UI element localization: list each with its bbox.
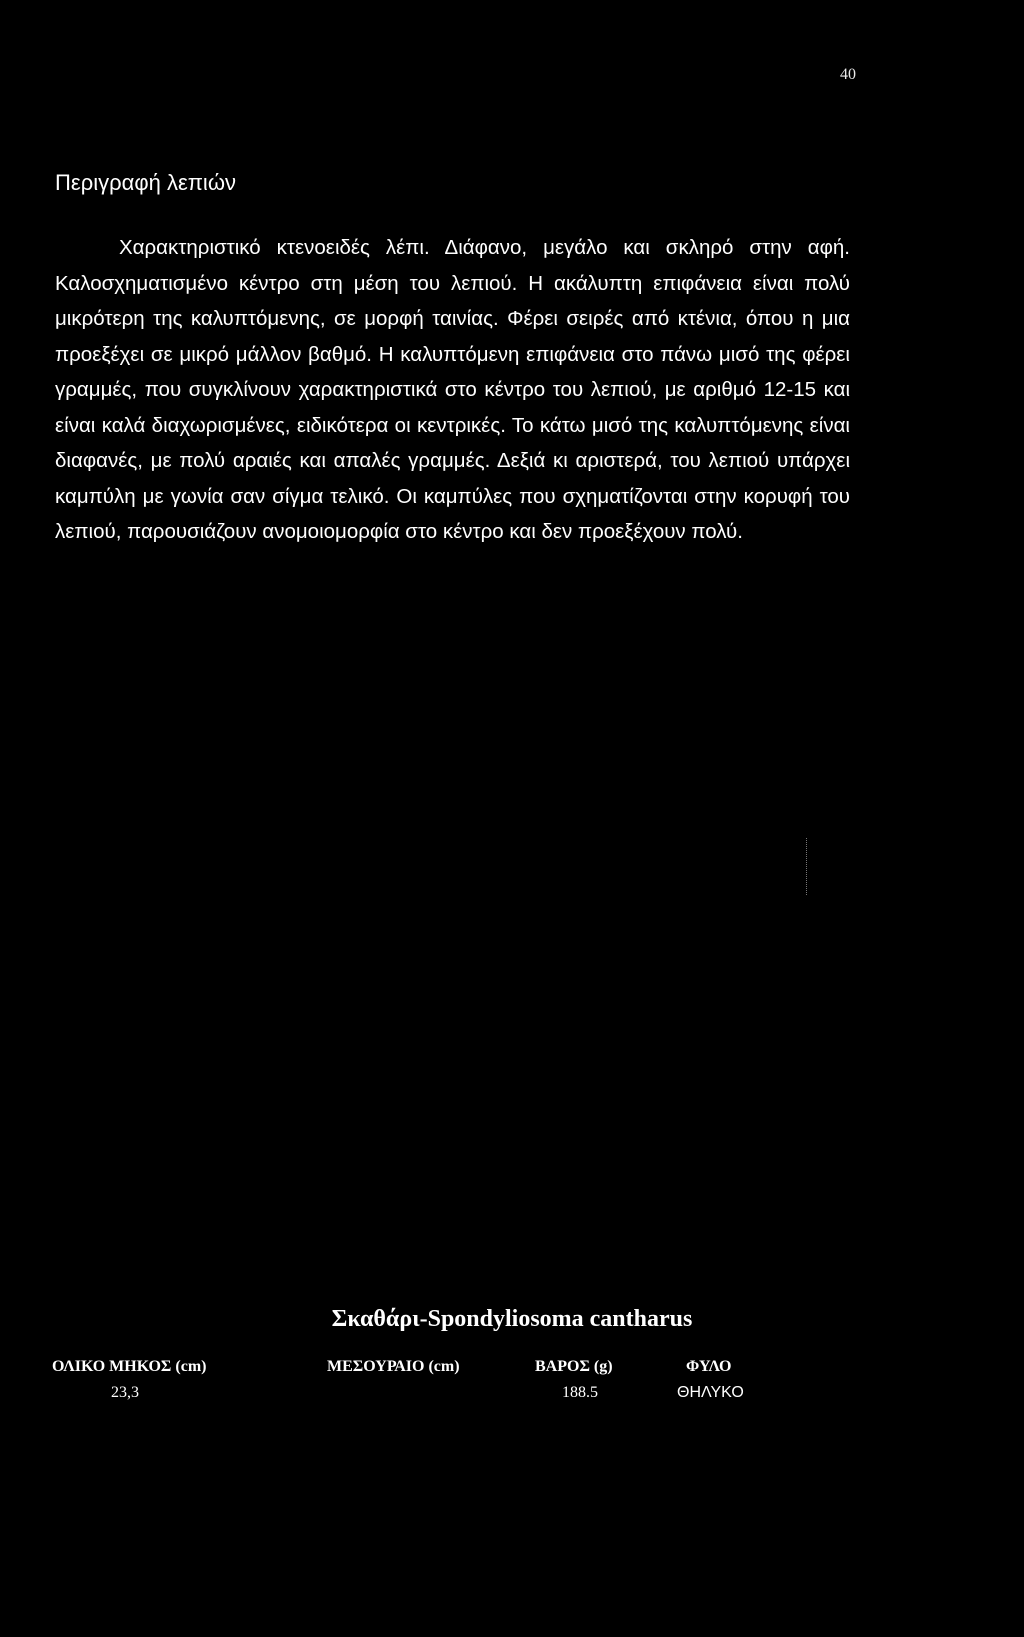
scale-description-paragraph: Χαρακτηριστικό κτενοειδές λέπι. Διάφανο, μεγάλο και σκληρό στην αφή. Καλοσχηματισμένο κέντρο στη μέση του λεπιού. Η ακάλυπτη επιφάνεια είναι πολύ μικρότερη της καλυπτόμενης, σε μορφή ταινίας. Φέρει σειρές από κτένια, όπου η μια προεξέχει σε μικρό μάλλον βαθμό. Η καλυπτόμενη επιφάνεια στο πάνω μισό της φέρει γραμμές, που συγκλίνουν χαρακτηριστικά στο κέντρο του λεπιού, με αριθμό 12-15 και είναι καλά διαχωρισμένες, ειδικότερα οι κεντρικές. Το κάτω μισό της καλυπτόμενης είναι διαφανές, με πολύ αραιές και απαλές γραμμές. Δεξιά κι αριστερά, του λεπιού υπάρχει καμπύλη με γωνία σαν σίγμα τελικό. Οι καμπύλες που σχηματίζονται στην κορυφή του λεπιού, παρουσιάζουν ανομοιομορφία στο κέντρο και δεν προεξέχουν πολύ.	[55, 236, 850, 543]
total-length-label: ΟΛΙΚΟ ΜΗΚΟΣ (cm)	[52, 1358, 207, 1375]
page-number: 40	[840, 66, 856, 83]
weight-value: 188.5	[562, 1384, 598, 1401]
weight-label: ΒΑΡΟΣ (g)	[535, 1358, 613, 1375]
species-title: Σκαθάρι-Spondyliosoma cantharus	[331, 1306, 693, 1332]
section-heading: Περιγραφή λεπιών	[55, 170, 236, 195]
total-length-value: 23,3	[111, 1384, 139, 1401]
sex-value: ΘΗΛΥΚΟ	[677, 1384, 744, 1401]
scale-image-mark	[806, 838, 809, 895]
fork-length-label: ΜΕΣΟΥΡΑΙΟ (cm)	[327, 1358, 460, 1375]
sex-label: ΦΥΛΟ	[686, 1358, 732, 1375]
